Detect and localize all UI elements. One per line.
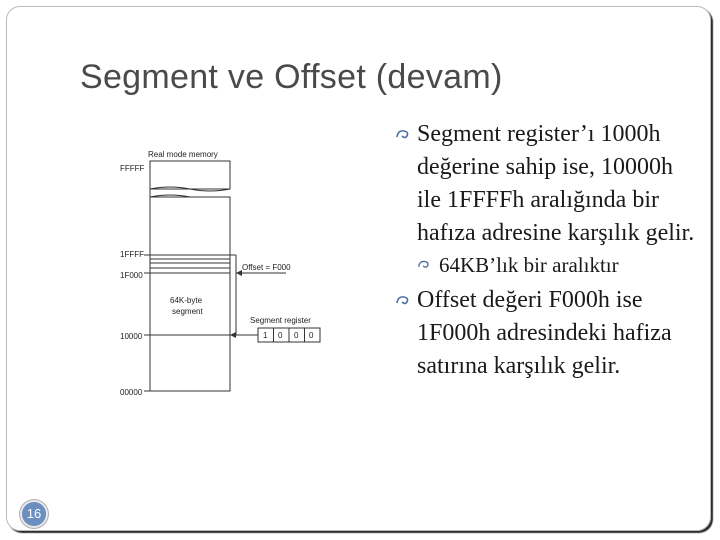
address-label: FFFFF [120,164,145,173]
segment-register-digit: 0 [294,331,299,340]
real-mode-memory-diagram [118,145,333,405]
bullet-text: Offset değeri F000h ise 1F000h adresindeki hafiza satırına karşılık gelir. [417,287,672,379]
bullet-list [395,118,695,383]
page-number-badge: 16 [20,500,48,528]
segment-register-label: Segment register [250,316,311,325]
segment-block-label-line2: segment [172,307,203,316]
diagram-header: Real mode memory [148,150,218,159]
address-label: 10000 [120,332,143,341]
segment-register-digit: 0 [278,331,283,340]
bullet-text: 64KB’lık bir aralıktır [439,253,619,277]
memory-lower-block [150,197,230,391]
address-label: 00000 [120,388,143,397]
bullet-text: Segment register’ı 1000h değerine sahip ise, 10000h ile 1FFFFh aralığında bir hafıza adresine karşılık gelir. [417,121,695,246]
segment-register-digit: 1 [263,331,268,340]
segment-register-digit: 0 [309,331,314,340]
slide-title: Segment ve Offset (devam) [80,58,503,96]
segment-block-label-line1: 64K-byte [170,296,203,305]
offset-label: Offset = F000 [242,263,291,272]
curl-bullet-icon [395,293,411,309]
bullet-item [395,284,695,383]
bullet-item [395,118,695,250]
address-label: 1FFFF [120,250,144,259]
address-label: 1F000 [120,271,143,280]
memory-top-block [150,161,230,189]
curl-bullet-icon [395,127,411,143]
curl-bullet-icon [417,258,431,272]
bullet-item [395,250,695,280]
